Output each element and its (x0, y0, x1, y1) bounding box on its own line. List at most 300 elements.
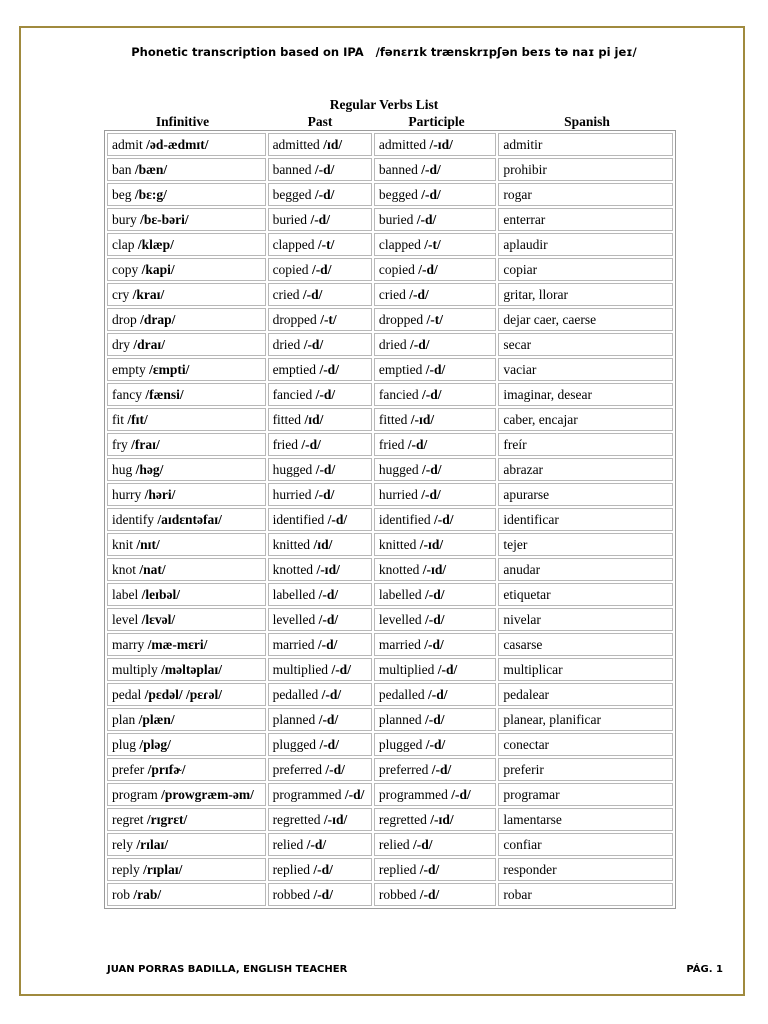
participle-cell (374, 508, 496, 531)
past-cell (268, 608, 372, 631)
ipa-transcription: /-d/ (327, 511, 348, 527)
ipa-transcription: /-d/ (418, 261, 438, 277)
word-text: reply (112, 861, 140, 877)
table-row (107, 683, 673, 706)
word-text: buried (378, 211, 414, 227)
infinitive-cell (107, 483, 266, 506)
participle-cell (374, 658, 496, 681)
spanish-cell (498, 783, 673, 806)
participle-cell (374, 333, 496, 356)
table-row (107, 583, 673, 606)
participle-cell (374, 783, 496, 806)
infinitive-cell (107, 608, 266, 631)
spanish-cell (498, 758, 673, 781)
participle-cell (374, 633, 496, 656)
ipa-transcription: /rɪgrɛt/ (146, 811, 188, 827)
table-row (107, 358, 673, 381)
ipa-transcription: /-d/ (306, 836, 327, 852)
table-row (107, 733, 673, 756)
ipa-transcription: /-d/ (321, 686, 342, 702)
ipa-transcription: /-t/ (320, 311, 337, 327)
past-cell (268, 733, 372, 756)
word-text: admitted (378, 136, 427, 152)
table-row (107, 158, 673, 181)
infinitive-cell (107, 508, 266, 531)
spanish-cell (498, 483, 673, 506)
table-row (107, 858, 673, 881)
infinitive-cell (107, 408, 266, 431)
infinitive-cell (107, 833, 266, 856)
ipa-transcription: /-d/ (314, 486, 335, 502)
word-text: hurried (378, 486, 418, 502)
infinitive-cell (107, 433, 266, 456)
table-row (107, 258, 673, 281)
word-text: hurried (272, 486, 312, 502)
word-text: fancy (112, 386, 142, 402)
document-title: Phonetic transcription based on IPA /fənɛrɪk trænskrɪpʃən beɪs tə naɪ pi jeɪ/ (131, 45, 637, 59)
infinitive-cell (107, 883, 266, 906)
ipa-transcription: /-d/ (422, 386, 442, 402)
spanish-cell (498, 683, 673, 706)
past-cell (268, 558, 372, 581)
ipa-transcription: /-d/ (318, 711, 339, 727)
ipa-transcription: /-d/ (302, 286, 323, 302)
ipa-transcription: /drap/ (140, 311, 176, 327)
table-row (107, 208, 673, 231)
ipa-transcription: /klæp/ (137, 236, 174, 252)
footer-author: JUAN PORRAS BADILLA, ENGLISH TEACHER (107, 964, 348, 975)
word-text: rely (112, 836, 133, 852)
word-text: nivelar (503, 611, 541, 627)
infinitive-cell (107, 233, 266, 256)
ipa-transcription: /-d/ (419, 886, 440, 902)
infinitive-cell (107, 858, 266, 881)
spanish-cell (498, 708, 673, 731)
ipa-transcription: /-d/ (313, 886, 333, 902)
spanish-cell (498, 433, 673, 456)
spanish-cell (498, 383, 673, 406)
participle-cell (374, 608, 496, 631)
word-text: clap (112, 236, 135, 252)
word-text: robbed (378, 886, 417, 902)
past-cell (268, 783, 372, 806)
past-cell (268, 358, 372, 381)
participle-cell (374, 258, 496, 281)
word-text: level (112, 611, 139, 627)
ipa-transcription: /kraɪ/ (132, 286, 165, 302)
infinitive-cell (107, 308, 266, 331)
word-text: hugged (272, 461, 313, 477)
word-text: knitted (272, 536, 311, 552)
verbs-table (104, 130, 676, 909)
ipa-transcription: /mæ-mɛri/ (147, 636, 208, 652)
past-cell (268, 233, 372, 256)
infinitive-cell (107, 258, 266, 281)
word-text: anudar (503, 561, 541, 577)
ipa-transcription: /-d/ (434, 511, 454, 527)
word-text: fried (272, 436, 299, 452)
ipa-transcription: /-d/ (425, 361, 446, 377)
past-cell (268, 583, 372, 606)
word-text: pedalled (378, 686, 425, 702)
past-cell (268, 858, 372, 881)
ipa-transcription: /əd-ædmɪt/ (146, 136, 209, 152)
participle-cell (374, 733, 496, 756)
ipa-transcription: /leɪbəl/ (141, 586, 181, 602)
participle-cell (374, 833, 496, 856)
spanish-cell (498, 133, 673, 156)
ipa-transcription: /-d/ (315, 461, 336, 477)
word-text: fancied (272, 386, 313, 402)
word-text: emptied (378, 361, 423, 377)
column-header-infinitive: Infinitive (155, 114, 210, 129)
participle-cell (374, 183, 496, 206)
past-cell (268, 408, 372, 431)
word-text: relied (378, 836, 410, 852)
past-cell (268, 883, 372, 906)
spanish-cell (498, 808, 673, 831)
participle-cell (374, 158, 496, 181)
word-text: admitted (272, 136, 320, 152)
participle-cell (374, 808, 496, 831)
participle-cell (374, 708, 496, 731)
ipa-transcription: /məltəplaɪ/ (161, 661, 223, 677)
infinitive-cell (107, 783, 266, 806)
word-text: aplaudir (503, 236, 548, 252)
ipa-transcription: /ɛmpti/ (149, 361, 190, 377)
past-cell (268, 308, 372, 331)
word-text: robbed (272, 886, 311, 902)
word-text: begged (378, 186, 418, 202)
ipa-transcription: /-d/ (409, 286, 429, 302)
word-text: married (378, 636, 421, 652)
participle-cell (374, 133, 496, 156)
word-text: multiplicar (503, 661, 563, 677)
ipa-transcription: /-d/ (416, 211, 437, 227)
word-text: abrazar (503, 461, 544, 477)
ipa-transcription: /pləg/ (139, 736, 171, 752)
ipa-transcription: /bæn/ (134, 161, 168, 177)
ipa-transcription: /-ɪd/ (419, 536, 444, 552)
word-text: regretted (378, 811, 427, 827)
infinitive-cell (107, 283, 266, 306)
word-text: confiar (503, 836, 542, 852)
ipa-transcription: /-d/ (344, 786, 365, 802)
verbs-table-body (107, 133, 673, 906)
participle-cell (374, 758, 496, 781)
ipa-transcription: /-d/ (331, 661, 351, 677)
ipa-transcription: /draɪ/ (133, 336, 166, 352)
word-text: cried (272, 286, 300, 302)
ipa-transcription: /aɪdɛntəfaɪ/ (157, 511, 222, 527)
past-cell (268, 208, 372, 231)
word-text: identified (272, 511, 325, 527)
infinitive-cell (107, 458, 266, 481)
word-text: knotted (272, 561, 314, 577)
past-cell (268, 533, 372, 556)
word-text: identificar (503, 511, 559, 527)
word-text: replied (272, 861, 311, 877)
ipa-transcription: /-d/ (319, 361, 339, 377)
ipa-transcription: /-d/ (315, 386, 336, 402)
word-text: identify (112, 511, 154, 527)
past-cell (268, 758, 372, 781)
word-text: vaciar (503, 361, 537, 377)
ipa-transcription: /fænsi/ (145, 386, 184, 402)
word-text: banned (378, 161, 418, 177)
word-text: multiplied (272, 661, 329, 677)
ipa-transcription: /ɪd/ (304, 411, 324, 427)
ipa-transcription: /-d/ (421, 486, 441, 502)
word-text: imaginar, desear (503, 386, 593, 402)
ipa-transcription: /həg/ (135, 461, 164, 477)
infinitive-cell (107, 583, 266, 606)
spanish-cell (498, 558, 673, 581)
word-text: begged (272, 186, 312, 202)
spanish-cell (498, 533, 673, 556)
column-headers (0, 114, 768, 130)
word-text: conectar (503, 736, 550, 752)
ipa-transcription: /-ɪd/ (323, 811, 348, 827)
table-row (107, 183, 673, 206)
infinitive-cell (107, 658, 266, 681)
word-text: labelled (272, 586, 316, 602)
past-cell (268, 433, 372, 456)
spanish-cell (498, 208, 673, 231)
word-text: knitted (378, 536, 417, 552)
past-cell (268, 808, 372, 831)
ipa-transcription: /prɪfɚ/ (147, 761, 186, 777)
ipa-transcription: /-ɪd/ (422, 561, 447, 577)
infinitive-cell (107, 333, 266, 356)
infinitive-cell (107, 758, 266, 781)
spanish-cell (498, 333, 673, 356)
word-text: marry (112, 636, 145, 652)
ipa-transcription: /-d/ (318, 611, 339, 627)
table-row (107, 333, 673, 356)
ipa-transcription: /-ɪd/ (430, 811, 454, 827)
ipa-transcription: /prowgræm-əm/ (161, 786, 254, 802)
word-text: freír (503, 436, 527, 452)
list-title: Regular Verbs List (329, 97, 439, 112)
word-text: drop (112, 311, 137, 327)
word-text: cried (378, 286, 406, 302)
word-text: knot (112, 561, 137, 577)
table-row (107, 783, 673, 806)
word-text: gritar, llorar (503, 286, 569, 302)
ipa-transcription: /kapi/ (141, 261, 175, 277)
word-text: knit (112, 536, 134, 552)
word-text: admit (112, 136, 143, 152)
word-text: levelled (272, 611, 316, 627)
word-text: dejar caer, caerse (503, 311, 597, 327)
word-text: fry (112, 436, 128, 452)
ipa-transcription: /-d/ (303, 336, 324, 352)
participle-cell (374, 383, 496, 406)
spanish-cell (498, 158, 673, 181)
ipa-transcription: /-d/ (451, 786, 471, 802)
past-cell (268, 333, 372, 356)
infinitive-cell (107, 208, 266, 231)
ipa-transcription: /ɪd/ (313, 536, 333, 552)
ipa-transcription: /fɪt/ (127, 411, 148, 427)
ipa-transcription: /-d/ (421, 186, 441, 202)
word-text: casarse (503, 636, 543, 652)
spanish-cell (498, 583, 673, 606)
ipa-transcription: /-ɪd/ (316, 561, 340, 577)
participle-cell (374, 583, 496, 606)
word-text: rogar (503, 186, 532, 202)
word-text: etiquetar (503, 586, 551, 602)
word-text: relied (272, 836, 304, 852)
word-text: robar (503, 886, 532, 902)
table-row (107, 633, 673, 656)
word-text: programmed (378, 786, 448, 802)
word-text: preferred (378, 761, 429, 777)
word-text: hugged (378, 461, 419, 477)
participle-cell (374, 883, 496, 906)
past-cell (268, 708, 372, 731)
word-text: regretted (272, 811, 321, 827)
past-cell (268, 258, 372, 281)
ipa-transcription: /-d/ (425, 711, 445, 727)
word-text: fit (112, 411, 124, 427)
spanish-cell (498, 233, 673, 256)
table-row (107, 433, 673, 456)
ipa-transcription: /-d/ (301, 436, 321, 452)
ipa-transcription: /-d/ (310, 211, 330, 227)
word-text: ban (112, 161, 132, 177)
word-text: emptied (272, 361, 317, 377)
word-text: labelled (378, 586, 422, 602)
ipa-transcription: /rab/ (133, 886, 162, 902)
word-text: planned (378, 711, 422, 727)
ipa-transcription: /-ɪd/ (410, 411, 435, 427)
past-cell (268, 658, 372, 681)
ipa-transcription: /-d/ (425, 736, 446, 752)
spanish-cell (498, 833, 673, 856)
ipa-transcription: /-ɪd/ (429, 136, 453, 152)
spanish-cell (498, 733, 673, 756)
participle-cell (374, 358, 496, 381)
table-row (107, 383, 673, 406)
table-row (107, 833, 673, 856)
ipa-transcription: /-d/ (314, 186, 335, 202)
word-text: knotted (378, 561, 420, 577)
word-text: enterrar (503, 211, 546, 227)
past-cell (268, 458, 372, 481)
ipa-transcription: /bɛ:g/ (134, 186, 167, 202)
participle-cell (374, 283, 496, 306)
ipa-transcription: /rɪlaɪ/ (136, 836, 169, 852)
word-text: fitted (272, 411, 302, 427)
spanish-cell (498, 308, 673, 331)
ipa-transcription: /-d/ (318, 586, 339, 602)
word-text: fitted (378, 411, 408, 427)
ipa-transcription: /-d/ (325, 761, 345, 777)
word-text: levelled (378, 611, 422, 627)
spanish-cell (498, 258, 673, 281)
ipa-transcription: /-d/ (425, 586, 445, 602)
ipa-transcription: /-t/ (426, 311, 444, 327)
participle-cell (374, 483, 496, 506)
infinitive-cell (107, 708, 266, 731)
word-text: dropped (272, 311, 317, 327)
ipa-transcription: /nɪt/ (136, 536, 160, 552)
table-row (107, 408, 673, 431)
ipa-transcription: /həri/ (144, 486, 176, 502)
word-text: multiplied (378, 661, 435, 677)
infinitive-cell (107, 683, 266, 706)
ipa-transcription: /-d/ (413, 836, 433, 852)
ipa-transcription: /rɪplaɪ/ (143, 861, 183, 877)
past-cell (268, 158, 372, 181)
word-text: preferir (503, 761, 544, 777)
spanish-cell (498, 858, 673, 881)
word-text: dried (378, 336, 407, 352)
word-text: dried (272, 336, 301, 352)
ipa-transcription: /fraɪ/ (131, 436, 160, 452)
word-text: plugged (378, 736, 423, 752)
word-text: program (112, 786, 158, 802)
word-text: plan (112, 711, 136, 727)
table-row (107, 758, 673, 781)
word-text: planear, planificar (503, 711, 601, 727)
table-row (107, 558, 673, 581)
word-text: plugged (272, 736, 317, 752)
word-text: banned (272, 161, 312, 177)
word-text: lamentarse (503, 811, 562, 827)
infinitive-cell (107, 558, 266, 581)
word-text: dropped (378, 311, 424, 327)
ipa-transcription: /nat/ (139, 561, 166, 577)
table-row (107, 133, 673, 156)
word-text: rob (112, 886, 130, 902)
spanish-cell (498, 458, 673, 481)
word-text: fried (378, 436, 405, 452)
word-text: married (272, 636, 315, 652)
spanish-cell (498, 408, 673, 431)
participle-cell (374, 533, 496, 556)
spanish-cell (498, 283, 673, 306)
ipa-transcription: /-d/ (313, 861, 333, 877)
past-cell (268, 133, 372, 156)
past-cell (268, 833, 372, 856)
word-text: planned (272, 711, 316, 727)
word-text: buried (272, 211, 308, 227)
infinitive-cell (107, 808, 266, 831)
ipa-transcription: /plæn/ (138, 711, 175, 727)
word-text: clapped (378, 236, 421, 252)
column-header-spanish: Spanish (564, 114, 610, 129)
past-cell (268, 383, 372, 406)
word-text: identified (378, 511, 431, 527)
ipa-transcription: /bɛ-bəri/ (140, 211, 189, 227)
word-text: copy (112, 261, 139, 277)
participle-cell (374, 433, 496, 456)
ipa-transcription: /-d/ (428, 686, 448, 702)
table-row (107, 608, 673, 631)
word-text: plug (112, 736, 137, 752)
participle-cell (374, 233, 496, 256)
ipa-transcription: /-d/ (311, 261, 332, 277)
word-text: bury (112, 211, 137, 227)
participle-cell (374, 558, 496, 581)
table-row (107, 658, 673, 681)
column-header-participle: Participle (408, 114, 465, 129)
word-text: pedal (112, 686, 142, 702)
past-cell (268, 683, 372, 706)
